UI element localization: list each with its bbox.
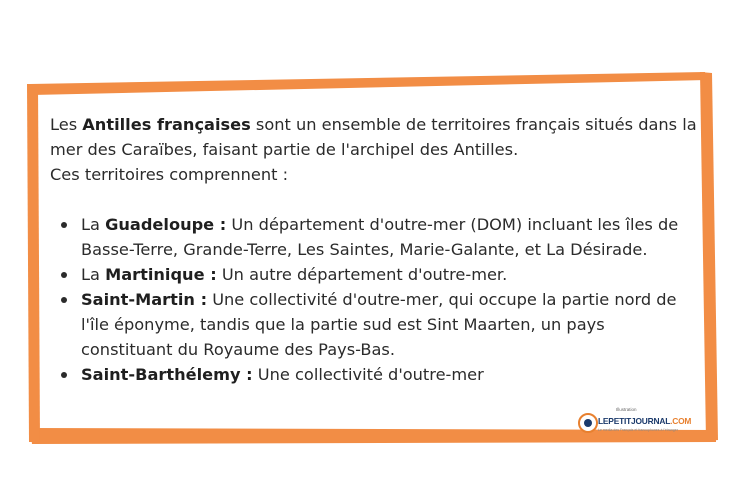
item-term: Guadeloupe : <box>105 215 227 234</box>
lepetitjournal-logo <box>576 407 692 437</box>
logo-name: LEPETITJOURNAL <box>598 416 671 426</box>
bullet-icon <box>61 372 67 378</box>
item-prefix: La <box>81 215 106 234</box>
intro-second-line: Ces territoires comprennent : <box>50 165 289 184</box>
text-content <box>50 112 710 387</box>
intro-segment: Les <box>50 115 83 134</box>
item-term: Saint-Barthélemy : <box>81 365 253 384</box>
territories-list <box>50 212 710 387</box>
bullet-icon <box>61 272 67 278</box>
item-description: Un autre département d'outre-mer. <box>216 265 508 284</box>
intro-segment: sont un ensemble de territoires français situés dans la mer des Caraïbes, faisant partie de l'archipel des Antilles. <box>50 115 697 159</box>
bullet-icon <box>61 222 67 228</box>
item-term: Martinique : <box>105 265 217 284</box>
logo-tagline: Le media des Français et francophones à l'étranger <box>598 428 678 432</box>
item-description: Une collectivité d'outre-mer, qui occupe la partie nord de l'île éponyme, tandis que la partie sud est Sint Maarten, un pays constituant du Royaume des Pays-Bas. <box>81 290 677 359</box>
lepetitjournal-emblem-icon <box>578 413 598 433</box>
item-prefix: La <box>81 265 106 284</box>
item-description: Un département d'outre-mer (DOM) incluant les îles de Basse-Terre, Grande-Terre, Les Saintes, Marie-Galante, et La Désirade. <box>81 215 679 259</box>
logo-caption: Illustration <box>616 407 637 412</box>
intro-bold-term: Antilles françaises <box>82 115 251 134</box>
item-description: Une collectivité d'outre-mer <box>252 365 484 384</box>
bullet-icon <box>61 297 67 303</box>
intro-sentence <box>50 112 710 162</box>
item-term: Saint-Martin : <box>81 290 208 309</box>
list-item-saint-martin <box>50 287 697 362</box>
list-item-saint-barthelemy <box>50 362 697 387</box>
logo-wordmark <box>598 416 691 426</box>
list-item-guadeloupe <box>50 212 697 262</box>
list-item-martinique <box>50 262 697 287</box>
emblem-center <box>584 419 592 427</box>
logo-tld: .COM <box>670 416 692 426</box>
intro-paragraph <box>50 112 710 187</box>
frame-top-stroke <box>30 72 707 95</box>
frame-left-stroke <box>27 84 40 442</box>
